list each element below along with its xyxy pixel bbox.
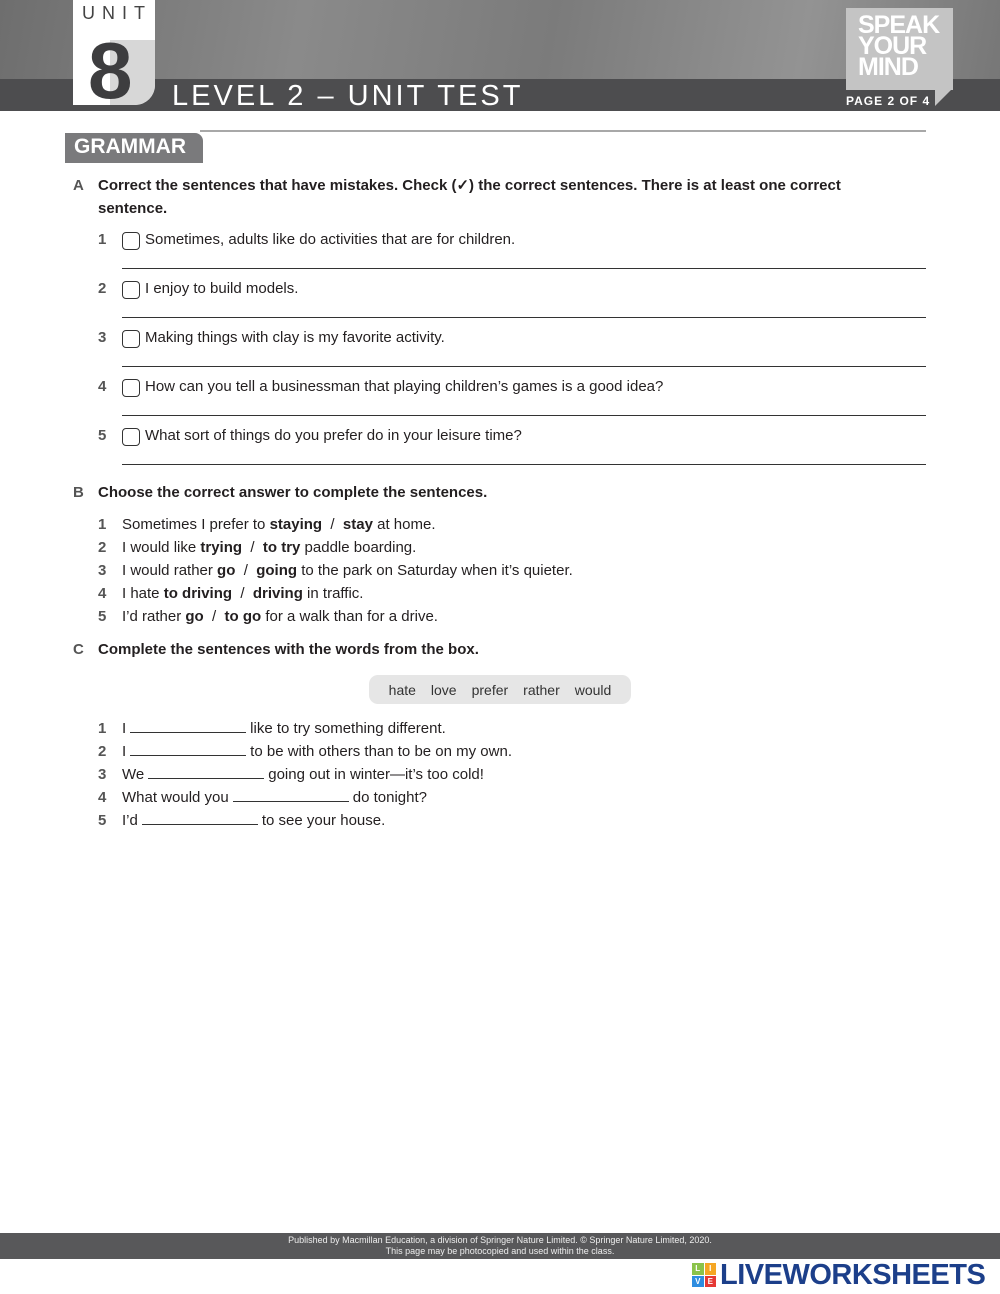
check-box[interactable] [122, 281, 140, 299]
sentence-text: How can you tell a businessman that playing children’s games is a good idea? [145, 378, 664, 395]
gap-sentence [122, 743, 512, 760]
slash: / [322, 516, 343, 533]
footer [0, 1233, 1000, 1259]
option-a[interactable]: go [217, 562, 236, 579]
slash: / [232, 585, 253, 602]
sentence-end: to be with others than to be on my own. [250, 743, 512, 760]
sentence-end: to see your house. [261, 812, 386, 829]
answer-line[interactable] [122, 268, 926, 269]
answer-line[interactable] [122, 464, 926, 465]
sentence-end: like to try something different. [250, 720, 446, 737]
word-box-item: rather [523, 681, 560, 698]
sentence-end: at home. [372, 516, 436, 533]
liveworksheets-icon: L I V E [692, 1263, 716, 1287]
sentence-start: I [122, 720, 127, 737]
sentence-text: Making things with clay is my favorite activity. [145, 329, 445, 346]
option-b[interactable]: to try [262, 539, 301, 556]
item-number: 3 [98, 766, 107, 783]
sentence-end: in traffic. [302, 585, 364, 602]
sentence-text: Sometimes, adults like do activities that are for children. [145, 231, 516, 248]
footer-publisher: Published by Macmillan Education, a division of Springer Nature Limited. © Springer Nature Limited, 2020. [288, 1235, 712, 1245]
item-number: 2 [98, 743, 107, 760]
word-box-item: hate [388, 681, 416, 698]
unit-label: UNIT [82, 3, 152, 23]
footer-copy-note: This page may be photocopied and used within the class. [385, 1246, 615, 1256]
option-a[interactable]: go [185, 608, 204, 625]
section-divider [200, 130, 926, 132]
sentence-text: What sort of things do you prefer do in your leisure time? [145, 427, 522, 444]
blank-input[interactable] [130, 743, 246, 756]
option-b[interactable]: driving [252, 585, 303, 602]
sentence-start: We [122, 766, 145, 783]
sentence-start: I’d rather [122, 608, 186, 625]
check-box[interactable] [122, 232, 140, 250]
sentence-start: I hate [122, 585, 164, 602]
section-a-instruction: Correct the sentences that have mistakes. Check (✓) the correct sentences. There is at least one correct sentence. [98, 177, 841, 217]
blank-input[interactable] [130, 720, 246, 733]
item-number: 4 [98, 378, 107, 395]
word-box-item: would [574, 681, 612, 698]
choice-sentence [122, 516, 436, 533]
answer-line[interactable] [122, 366, 926, 367]
gap-sentence [122, 720, 446, 737]
slash: / [203, 608, 225, 625]
item-number: 1 [98, 720, 107, 737]
section-b-instruction: Choose the correct answer to complete the sentences. [98, 484, 488, 501]
section-c-letter: C [73, 641, 84, 658]
liveworksheets-brand: LIVEWORKSHEETS [720, 1259, 986, 1291]
option-b[interactable]: going [256, 562, 298, 579]
gap-sentence [122, 789, 427, 806]
section-c-instruction: Complete the sentences with the words from the box. [98, 641, 479, 658]
item-number: 3 [98, 329, 107, 346]
blank-input[interactable] [148, 766, 264, 779]
page-title: LEVEL 2 – UNIT TEST [172, 80, 524, 112]
slash: / [235, 562, 257, 579]
item-number: 4 [98, 789, 107, 806]
check-box[interactable] [122, 379, 140, 397]
section-b-letter: B [73, 484, 84, 501]
item-number: 4 [98, 585, 107, 602]
sentence-start: I’d [122, 812, 138, 829]
item-number: 5 [98, 427, 107, 444]
answer-line[interactable] [122, 317, 926, 318]
item-number: 3 [98, 562, 107, 579]
gap-sentence [122, 766, 484, 783]
choice-sentence [122, 585, 363, 602]
section-a-letter: A [73, 177, 84, 194]
sentence-text: I enjoy to build models. [145, 280, 299, 297]
page-number: PAGE 2 OF 4 [846, 94, 931, 108]
slash: / [242, 539, 263, 556]
blank-input[interactable] [142, 812, 258, 825]
option-a[interactable]: staying [269, 516, 323, 533]
sentence-end: for a walk than for a drive. [261, 608, 438, 625]
word-box [369, 675, 631, 704]
sentence-end: to the park on Saturday when it’s quieter. [297, 562, 573, 579]
choice-sentence [122, 608, 438, 625]
item-number: 2 [98, 280, 107, 297]
blank-input[interactable] [233, 789, 349, 802]
answer-line[interactable] [122, 415, 926, 416]
option-b[interactable]: stay [342, 516, 373, 533]
sentence-start: What would you [122, 789, 229, 806]
choice-sentence [122, 539, 416, 556]
logo-tail [935, 88, 953, 106]
item-number: 1 [98, 231, 107, 248]
sentence-start: I [122, 743, 127, 760]
sentence-start: Sometimes I prefer to [122, 516, 270, 533]
option-a[interactable]: to driving [163, 585, 233, 602]
section-title: GRAMMAR [65, 133, 203, 163]
option-b[interactable]: to go [224, 608, 262, 625]
word-box-item: love [430, 681, 457, 698]
sentence-end: going out in winter—it’s too cold! [268, 766, 484, 783]
item-number: 5 [98, 608, 107, 625]
sentence-end: paddle boarding. [300, 539, 417, 556]
sentence-start: I would like [122, 539, 201, 556]
unit-number: 8 [88, 26, 133, 115]
speak-your-mind-logo: SPEAK YOUR MIND [846, 8, 953, 90]
word-box-item: prefer [471, 681, 509, 698]
item-number: 2 [98, 539, 107, 556]
check-box[interactable] [122, 330, 140, 348]
option-a[interactable]: trying [200, 539, 243, 556]
choice-sentence [122, 562, 573, 579]
sentence-end: do tonight? [352, 789, 427, 806]
sentence-start: I would rather [122, 562, 218, 579]
item-number: 1 [98, 516, 107, 533]
gap-sentence [122, 812, 385, 829]
check-box[interactable] [122, 428, 140, 446]
item-number: 5 [98, 812, 107, 829]
